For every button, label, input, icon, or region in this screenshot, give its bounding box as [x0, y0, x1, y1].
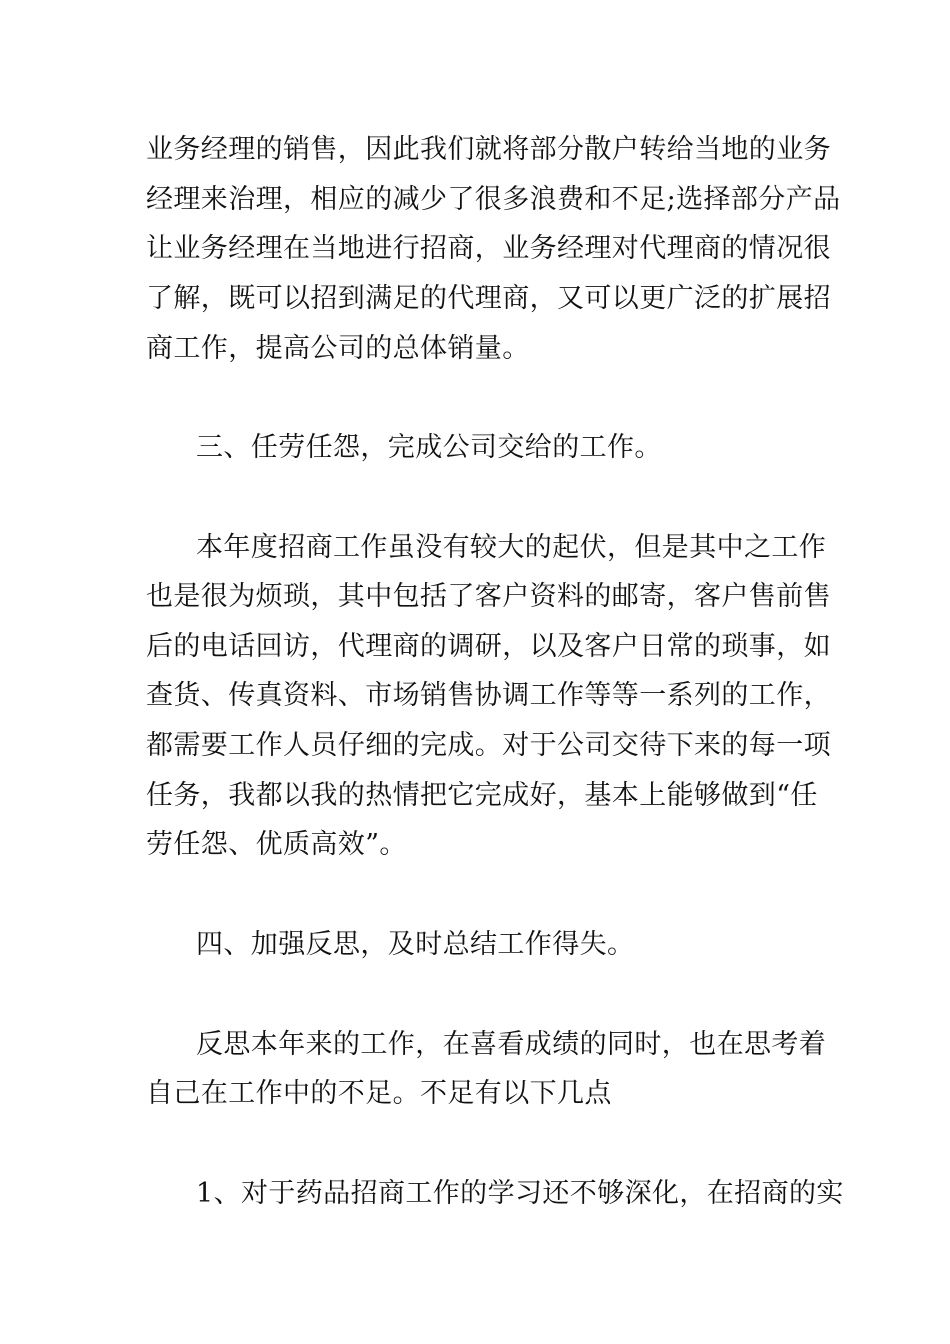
section-heading-3: 三、任劳任怨，完成公司交给的工作。: [196, 432, 662, 463]
text-line: 反思本年来的工作，在喜看成绩的同时，也在思考着: [196, 1029, 827, 1060]
text-line: 劳任怨、优质高效”。: [146, 829, 407, 860]
text-line: 本年度招商工作虽没有较大的起伏，但是其中之工作: [196, 532, 827, 563]
text-line: 了解，既可以招到满足的代理商，又可以更广泛的扩展招: [146, 283, 831, 314]
text-line: 查货、传真资料、市场销售协调工作等等一系列的工作，: [146, 680, 831, 711]
text-line: 都需要工作人员仔细的完成。对于公司交待下来的每一项: [146, 730, 831, 761]
text-line: 商工作，提高公司的总体销量。: [146, 333, 530, 364]
text-line: 任务，我都以我的热情把它完成好，基本上能够做到“任: [146, 780, 818, 811]
text-line: 让业务经理在当地进行招商，业务经理对代理商的情况很: [146, 233, 831, 264]
list-item-1: 1、对于药品招商工作的学习还不够深化，在招商的实: [196, 1178, 844, 1209]
text-line: 业务经理的销售，因此我们就将部分散户转给当地的业务: [146, 134, 831, 165]
text-line: 经理来治理，相应的减少了很多浪费和不足;选择部分产品: [146, 184, 841, 215]
text-line: 后的电话回访，代理商的调研，以及客户日常的琐事，如: [146, 631, 831, 662]
section-heading-4: 四、加强反思，及时总结工作得失。: [196, 929, 635, 960]
text-line: 自己在工作中的不足。不足有以下几点: [146, 1078, 612, 1109]
text-line: 也是很为烦琐，其中包括了客户资料的邮寄，客户售前售: [146, 581, 831, 612]
